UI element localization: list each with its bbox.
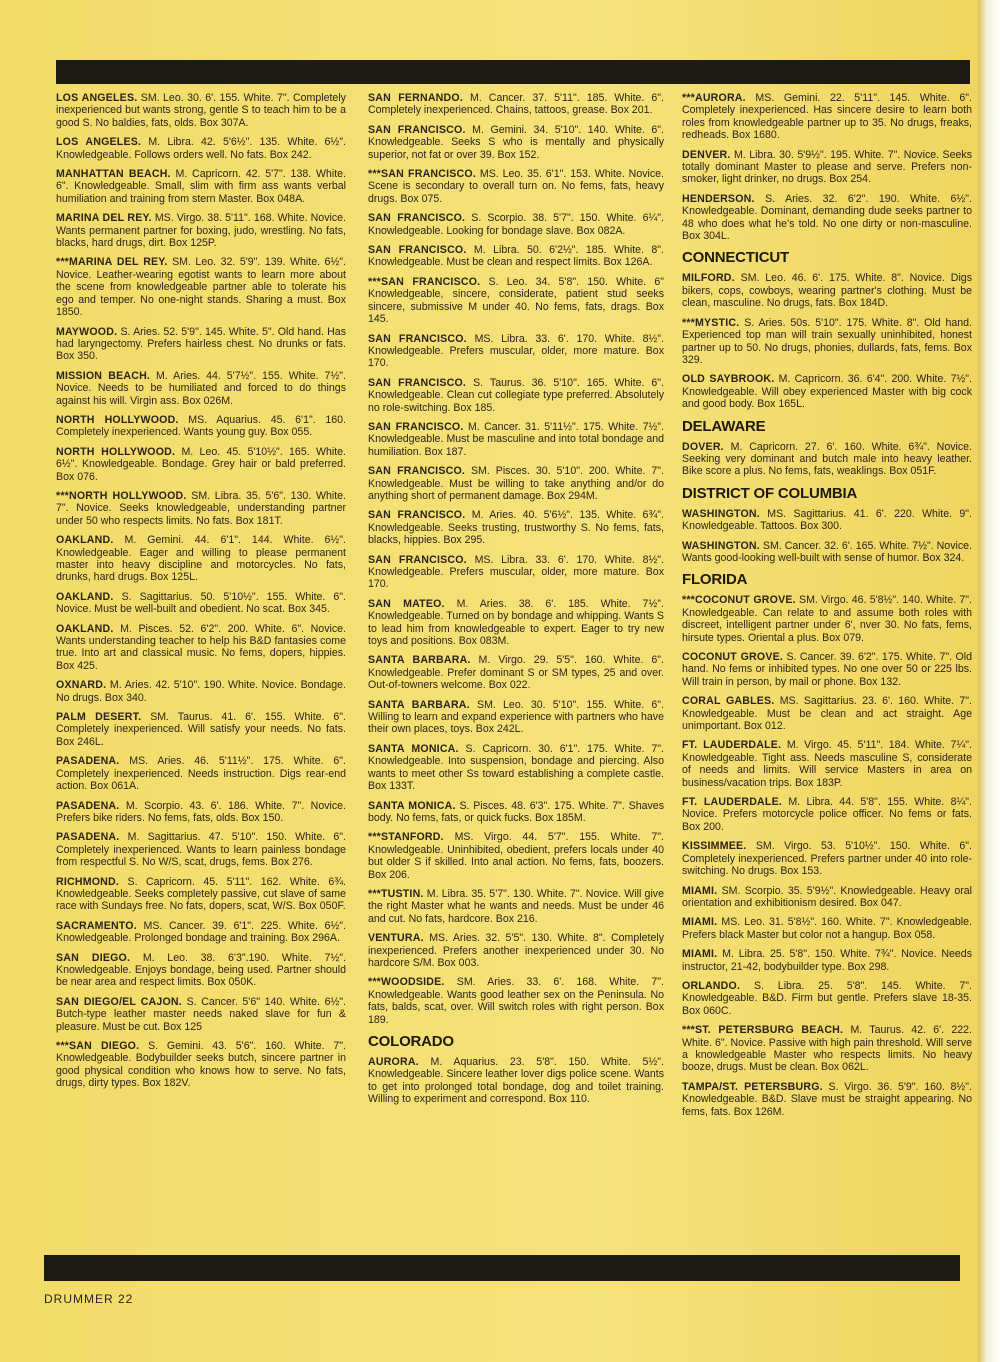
classified-ad bbox=[56, 446, 346, 483]
ad-location: HENDERSON. bbox=[682, 192, 755, 205]
classified-ad bbox=[368, 509, 664, 546]
classified-ad bbox=[56, 831, 346, 868]
ad-text: MS. Aries. 46. 5'11½". 175. White. 6". Completely inexperienced. Needs instruction. Digs rear-end action. Box 061A. bbox=[56, 755, 346, 793]
ad-location: PALM DESERT. bbox=[56, 711, 142, 724]
ad-location: MIAMI. bbox=[682, 948, 718, 961]
classified-ad bbox=[56, 326, 346, 363]
ad-location: COCONUT GROVE. bbox=[682, 651, 783, 663]
column-3 bbox=[682, 92, 972, 1125]
ad-text: M. Aquarius. 23. 5'8". 150. White. 5½". Knowledgeable. Sincere leather lover digs police scene. Wants to get into prolonged total bondage, dog and toilet training. Willing to experiment and correspond. Box 110. bbox=[368, 1056, 664, 1106]
classified-ad bbox=[682, 272, 972, 309]
ad-text: M. Capricorn. 42. 5'7". 138. White. 6". Knowledgeable. Small, slim with firm ass wants verbal humiliation and training from stern Master. Box 048A. bbox=[56, 168, 346, 205]
ad-text: M. Cancer. 31. 5'11½". 175. White. 7½". Knowledgeable. Must be masculine and into total bondage and humiliation. Box 187. bbox=[368, 420, 664, 458]
page-edge bbox=[978, 0, 1000, 1362]
ad-text: M. Leo. 45. 5'10½". 165. White. 6½". Knowledgeable. Bondage. Grey hair or bald preferred. Box 076. bbox=[56, 445, 346, 483]
classified-ad bbox=[682, 317, 972, 367]
ad-location: ***STANFORD. bbox=[368, 831, 444, 844]
ad-location: SAN FRANCISCO. bbox=[368, 553, 467, 566]
classified-ad bbox=[682, 594, 972, 644]
classified-ad bbox=[56, 920, 346, 945]
ad-text: M. Leo. 38. 6'3".190. White. 7½". Knowledgeable. Enjoys bondage, being used. Partner should be near area and respect limits. Box 050K. bbox=[56, 951, 346, 989]
state-heading: CONNECTICUT bbox=[682, 249, 789, 267]
ad-text: M. Aries. 44. 5'7½". 155. White. 7½". Novice. Needs to be humiliated and forced to do things against his will. Virgin ass. Box 026M. bbox=[56, 369, 346, 407]
classified-ad bbox=[682, 193, 972, 243]
ad-text: SM. Libra. 35. 5'6". 130. White. 7". Novice. Seeks knowledgeable, understanding partner under 50 who respects limits. No fats. Box 181T. bbox=[56, 489, 346, 527]
state-heading: DISTRICT OF COLUMBIA bbox=[682, 484, 858, 502]
ad-location: CORAL GABLES. bbox=[682, 695, 775, 708]
ad-location: ***SAN FRANCISCO. bbox=[368, 168, 476, 181]
ad-location: OAKLAND. bbox=[56, 534, 114, 547]
classified-ad bbox=[368, 743, 664, 793]
classified-ad bbox=[56, 876, 346, 913]
state-heading: COLORADO bbox=[368, 1033, 454, 1050]
classified-ad bbox=[368, 831, 664, 881]
ad-text: SM. Aries. 33. 6'. 168. White. 7". Knowledgeable. Wants good leather sex on the Peninsula. No fats, balds, scat, over. Will switch roles with right person. Box 189. bbox=[368, 976, 664, 1026]
ad-location: DENVER. bbox=[682, 148, 731, 161]
ad-text: MS. Virgo. 44. 5'7". 155. White. 7". Knowledgeable. Uninhibited, obedient, prefers locals under 40 but older S if skilled. Into anal action. No fems, fats, boozers. Box 206. bbox=[368, 831, 664, 881]
classified-ad bbox=[56, 534, 346, 584]
ad-text: SM. Virgo. 46. 5'8½". 140. White. 7". Knowledgeable. Can relate to and assume both roles with discreet, intelligent partner under 6', nver 30. No fats, fems, hirsute types. Oriental a plus. Box 079. bbox=[682, 594, 972, 644]
ad-text: MS. Sagittarius. 41. 6'. 220. White. 9". Knowledgeable. Tattoos. Box 300. bbox=[682, 507, 972, 533]
ad-text: S. Aries. 32. 6'2". 190. White. 6½". Knowledgeable. Dominant, demanding dude seeks partner to 48 who does what he's told. No one dirty or non-masculine. Box 304L. bbox=[682, 192, 972, 243]
classified-ad bbox=[682, 92, 972, 142]
ad-text: MS. Leo. 31. 5'8½". 160. White. 7". Knowledgeable. Prefers black Master but color not a hangup. Box 058. bbox=[682, 916, 972, 941]
ad-text: S. Aries. 52. 5'9". 145. White. 5". Old hand. Has had laryngectomy. Prefers hairless chest. No drunks or fats. Box 350. bbox=[56, 325, 346, 363]
ad-text: SM. Pisces. 30. 5'10". 200. White. 7". Knowledgeable. Must be willing to take anything and/or do anything short of permanent damage. Box 294M. bbox=[368, 465, 664, 502]
ad-text: MS. Cancer. 39. 6'1". 225. White. 6½". Knowledgeable. Prolonged bondage and training. Box 296A. bbox=[56, 919, 346, 945]
ad-location: PASADENA. bbox=[56, 799, 120, 812]
ad-location: OLD SAYBROOK. bbox=[682, 373, 775, 386]
ad-location: ***SAN FRANCISCO. bbox=[368, 275, 481, 288]
ad-location: MARINA DEL REY. bbox=[56, 212, 152, 225]
ad-location: ***ST. PETERSBURG BEACH. bbox=[682, 1024, 844, 1037]
classified-ad bbox=[56, 212, 346, 249]
classified-ad bbox=[368, 932, 664, 969]
classified-ad bbox=[368, 168, 664, 205]
classified-ad bbox=[368, 421, 664, 458]
ad-text: S. Libra. 25. 5'8". 145. White. 7". Knowledgeable. B&D. Firm but gentle. Prefers slave 18-35. Box 060C. bbox=[682, 979, 972, 1017]
ad-text: S. Capricorn. 45. 5'11". 162. White. 6¾. Knowledgeable. Seeks completely passive, cut slave of same race with Sundays free. No fats, dopers, scat, W/S. Box 050F. bbox=[56, 875, 346, 913]
ad-location: SACRAMENTO. bbox=[56, 919, 137, 932]
classified-ad bbox=[56, 623, 346, 673]
classified-ad bbox=[368, 333, 664, 370]
ad-location: ***TUSTIN. bbox=[368, 887, 424, 900]
ad-location: SANTA BARBARA. bbox=[368, 654, 471, 667]
state-heading: FLORIDA bbox=[682, 571, 748, 589]
classified-ad bbox=[368, 888, 664, 925]
classified-ad bbox=[56, 490, 346, 527]
ad-text: M. Sagittarius. 47. 5'10". 150. White. 6". Completely inexperienced. Wants to learn painless bondage from respectful S. No W/S, scat, drugs, fems. Box 276. bbox=[56, 831, 346, 869]
ad-location: SANTA MONICA. bbox=[368, 742, 459, 755]
ad-location: ***WOODSIDE. bbox=[368, 976, 445, 989]
ad-text: S. Sagittarius. 50. 5'10½". 155. White. 6". Novice. Must be well-built and obedient. No scat. Box 345. bbox=[56, 590, 346, 616]
ad-text: SM. Leo. 30. 6'. 155. White. 7". Completely inexperienced but wants strong, gentle S to teach him to be a good S. No baldies, fats, olds. Box 307A. bbox=[56, 92, 346, 129]
ad-text: M. Aries. 40. 5'6½". 135. White. 6¾". Knowledgeable. Seeks trusting, trustworthy S. No fems, fats, blacks, hippies. Box 295. bbox=[368, 509, 664, 547]
ad-text: M. Libra. 50. 6'2½". 185. White. 8". Knowledgeable. Must be clean and respect limits. Box 126A. bbox=[368, 244, 664, 269]
classified-ad bbox=[682, 540, 972, 565]
classified-ad bbox=[368, 976, 664, 1026]
classified-ad bbox=[682, 441, 972, 478]
ad-location: TAMPA/ST. PETERSBURG. bbox=[682, 1080, 823, 1093]
classified-ad bbox=[56, 414, 346, 439]
ad-location: OXNARD. bbox=[56, 679, 107, 692]
classified-ad bbox=[682, 796, 972, 833]
classified-ad bbox=[682, 739, 972, 789]
ad-text: M. Capricorn. 36. 6'4". 200. White. 7½". Knowledgeable. Will obey experienced Master with big cock and good body. Box 165L. bbox=[682, 373, 973, 411]
ad-location: OAKLAND. bbox=[56, 622, 114, 635]
ad-location: LOS ANGELES. bbox=[56, 136, 142, 149]
ad-location: NORTH HOLLYWOOD. bbox=[56, 445, 176, 458]
ad-text: SM. Virgo. 53. 5'10½". 150. White. 6". Completely inexperienced. Prefers partner under 40 into role-switching. No drugs. Box 153. bbox=[682, 840, 972, 878]
ad-location: MANHATTAN BEACH. bbox=[56, 168, 171, 181]
ad-location: PASADENA. bbox=[56, 755, 120, 768]
ad-text: M. Libra. 30. 5'9½". 195. White. 7". Novice. Seeks totally dominant Master to please and serve. Prefers non-smoker, light drinker, no drugs. Box 254. bbox=[682, 148, 972, 186]
ad-text: SM. Leo. 32. 5'9". 139. White. 6½". Novice. Leather-wearing egotist wants to learn more about the scene from knowledgeable partner able to tolerate his ego and temper. No one-night stands. Sharing a must. Box 1850. bbox=[56, 256, 346, 319]
classified-ad bbox=[682, 1024, 972, 1074]
ad-location: ***MARINA DEL REY. bbox=[56, 256, 168, 269]
classified-ad bbox=[56, 755, 346, 792]
ad-text: M. Aries. 42. 5'10". 190. White. Novice. Bondage. No drugs. Box 340. bbox=[56, 679, 346, 704]
ad-location: SAN FRANCISCO. bbox=[368, 212, 466, 225]
classified-ad bbox=[56, 370, 346, 407]
ad-location: SAN FRANCISCO. bbox=[368, 509, 466, 522]
ad-location: MIAMI. bbox=[682, 884, 718, 897]
ad-location: KISSIMMEE. bbox=[682, 840, 747, 853]
ad-location: LOS ANGELES. bbox=[56, 92, 138, 104]
ad-location: DOVER. bbox=[682, 440, 724, 453]
ad-text: M. Libra. 42. 5'6½". 135. White. 6½". Knowledgeable. Follows orders well. No fats. Box 242. bbox=[56, 136, 346, 161]
classified-ad bbox=[368, 654, 664, 691]
ad-text: MS. Gemini. 22. 5'11". 145. White. 6". Completely inexperienced. Has sincere desire to learn both roles from knowledgeable partner up to 35. No drugs, freaks, redheads. Box 1680. bbox=[682, 92, 972, 142]
classified-ad bbox=[56, 136, 346, 161]
ad-text: S. Cancer. 5'6" 140. White. 6½". Butch-type leather master needs naked slave for fun & pleasure. Must be cut. Box 125 bbox=[56, 995, 347, 1033]
classified-ad bbox=[682, 651, 972, 688]
ad-text: SM. Taurus. 41. 6'. 155. White. 6". Completely inexperienced. Will satisfy your needs. No fats. Box 246L. bbox=[56, 711, 346, 748]
ad-location: SAN FRANCISCO. bbox=[368, 376, 467, 389]
ad-location: FT. LAUDERDALE. bbox=[682, 796, 782, 809]
ad-text: M. Virgo. 29. 5'5". 160. White. 6". Knowledgeable. Prefer dominant S or SM types, 25 and over. Out-of-towners welcome. Box 022. bbox=[368, 654, 664, 692]
ad-location: FT. LAUDERDALE. bbox=[682, 739, 782, 752]
classified-ad bbox=[368, 124, 664, 161]
classified-ad bbox=[682, 149, 972, 186]
classified-ad bbox=[682, 840, 972, 877]
classified-ad bbox=[56, 591, 346, 616]
ad-text: MS. Aquarius. 45. 6'1". 160. Completely inexperienced. Wants young guy. Box 055. bbox=[56, 413, 346, 439]
ad-text: MS. Aries. 32. 5'5". 130. White. 8". Completely inexperienced. Prefers another inexperienced under 30. No hardcore S/M. Box 003. bbox=[368, 932, 664, 969]
ad-text: M. Virgo. 45. 5'11". 184. White. 7¼". Knowledgeable. Tight ass. Needs masculine S, considerate of needs and limits. Will service Masters in area on business/vacation trips. Box 183P. bbox=[682, 739, 972, 789]
ad-location: WASHINGTON. bbox=[682, 539, 760, 552]
classified-ad bbox=[56, 168, 346, 205]
ad-location: SAN MATEO. bbox=[368, 597, 445, 610]
classified-ad bbox=[368, 212, 664, 237]
ad-text: M. Capricorn. 27. 6'. 160. White. 6¾". Novice. Seeking very dominant and butch male into heavy leather. Bike score a plus. No fems, fats, weaklings. Box 051F. bbox=[682, 440, 972, 478]
classified-ad bbox=[56, 711, 346, 748]
ad-location: SAN FRANCISCO. bbox=[368, 244, 467, 257]
ad-text: M. Libra. 25. 5'8". 150. White. 7¾". Novice. Needs instructor, 21-42, bodybuilder type. Box 298. bbox=[682, 948, 972, 973]
ad-location: SAN DIEGO. bbox=[56, 951, 131, 964]
ad-text: M. Gemini. 44. 6'1". 144. White. 6½". Knowledgeable. Eager and willing to please permanent master into heavy discipline and motorcycles. No fats, drunks, hard drugs. Box 125L. bbox=[56, 534, 346, 584]
ad-text: M. Pisces. 52. 6'2". 200. White. 6". Novice. Wants understanding teacher to help his B&D fantasies come true. Into art and classical music. No fems, dopers, hippies. Box 425. bbox=[56, 622, 346, 672]
ad-text: M. Aries. 38. 6'. 185. White. 7½". Knowledgeable. Turned on by bondage and whipping. Wants S to lead him from knowledgeable to expert. Eager to try new toys and positions. Box 083M. bbox=[368, 597, 664, 648]
ad-text: S. Pisces. 48. 6'3". 175. White. 7". Shaves body. No fems, fats, or quick fucks. Box 185M. bbox=[368, 799, 664, 824]
ad-location: AURORA. bbox=[368, 1056, 419, 1068]
ad-location: ***COCONUT GROVE. bbox=[682, 594, 796, 607]
classified-ad bbox=[682, 948, 972, 973]
classified-ad bbox=[368, 244, 664, 269]
classified-ad bbox=[682, 885, 972, 910]
ad-text: S. Virgo. 36. 5'9". 160. 8½". Knowledgeable. B&D. Slave must be straight appearing. No fems, fats. Box 126M. bbox=[682, 1080, 972, 1118]
classified-ad bbox=[56, 800, 346, 825]
ad-location: SANTA MONICA. bbox=[368, 799, 456, 812]
bottom-black-bar bbox=[44, 1255, 960, 1281]
ad-location: WASHINGTON. bbox=[682, 507, 760, 520]
ad-location: SANTA BARBARA. bbox=[368, 698, 470, 711]
ad-location: NORTH HOLLYWOOD. bbox=[56, 413, 179, 426]
ad-text: S. Scorpio. 38. 5'7". 150. White. 6¼". Knowledgeable. Looking for bondage slave. Box 082A. bbox=[368, 212, 665, 237]
classified-ad bbox=[56, 679, 346, 704]
ad-text: MS. Leo. 35. 6'1". 153. White. Novice. Scene is secondary to overall turn on. No fems, fats, heavy drugs. Box 075. bbox=[368, 168, 664, 205]
ad-text: S. Cancer. 39. 6'2". 175. White. 7". Old hand. No fems or inhibited types. No one over 50 or 225 lbs. Will train in person, by mail or phone. Box 132. bbox=[682, 651, 972, 688]
ad-location: SAN FRANCISCO. bbox=[368, 465, 466, 478]
classified-ad bbox=[56, 1040, 346, 1090]
ad-location: SAN FERNANDO. bbox=[368, 92, 463, 104]
ad-text: SM. Scorpio. 35. 5'9½". Knowledgeable. Heavy oral orientation and exhibitionism desired. Box 047. bbox=[682, 884, 972, 909]
ad-text: MS. Virgo. 38. 5'11". 168. White. Novice. Wants permanent partner for boxing, judo, wrestling. No fats, blacks, hard drugs, dirt. Box 125P. bbox=[56, 212, 346, 250]
ad-location: RICHMOND. bbox=[56, 875, 120, 888]
ad-text: SM. Cancer. 32. 6'. 165. White. 7½". Novice. Wants good-looking well-built with sense of humor. Box 324. bbox=[682, 539, 972, 564]
classified-ad bbox=[682, 916, 972, 941]
ad-text: M. Scorpio. 43. 6'. 186. White. 7". Novice. Prefers bike riders. No fems, fats, olds. Box 150. bbox=[56, 799, 346, 824]
ad-location: SAN FRANCISCO. bbox=[368, 332, 467, 345]
page-footer: DRUMMER 22 bbox=[44, 1292, 134, 1306]
classified-ad bbox=[368, 276, 664, 326]
classified-ad bbox=[682, 1081, 972, 1118]
ad-location: MIAMI. bbox=[682, 916, 718, 929]
ad-location: PASADENA. bbox=[56, 831, 120, 844]
ad-location: SAN DIEGO/EL CAJON. bbox=[56, 995, 182, 1008]
column-2 bbox=[368, 92, 664, 1113]
ad-text: M. Gemini. 34. 5'10". 140. White. 6". Knowledgeable. Seeks S who is mentally and physically superior, not fat or over 39. Box 152. bbox=[368, 123, 665, 161]
ad-text: M. Cancer. 37. 5'11". 185. White. 6". Completely inexperienced. Chains, tattoos, grease. Box 201. bbox=[368, 92, 664, 117]
classified-ad bbox=[56, 92, 346, 129]
classified-ad bbox=[368, 699, 664, 736]
ad-text: MS. Libra. 33. 6'. 170. White. 8½". Knowledgeable. Prefers muscular, older, more mature. Box 170. bbox=[368, 332, 664, 370]
classified-ad bbox=[682, 508, 972, 533]
classified-ad bbox=[368, 92, 664, 117]
ad-text: S. Leo. 34. 5'8". 150. White. 6" Knowledgeable, sincere, considerate, patient stud seeks sincere, submissive M under 40. No fems, fats, drags. Box 145. bbox=[368, 275, 664, 326]
column-1 bbox=[56, 92, 346, 1097]
ad-text: M. Libra. 35. 5'7". 130. White. 7". Novice. Will give the right Master what he wants and needs. Must be under 46 and cut. No fats, hardcore. Box 216. bbox=[368, 887, 664, 925]
ad-location: MAYWOOD. bbox=[56, 325, 118, 338]
ad-text: MS. Libra. 33. 6'. 170. White. 8½". Knowledgeable. Prefers muscular, older, more mature. Box 170. bbox=[368, 553, 664, 591]
ad-location: ORLANDO. bbox=[682, 979, 741, 992]
ad-location: VENTURA. bbox=[368, 932, 424, 945]
ad-text: S. Capricorn. 30. 6'1". 175. White. 7". Knowledgeable. Into suspension, bondage and piercing. Also wants to meet other Ss toward establishing a complete castle. Box 133T. bbox=[368, 742, 664, 793]
ad-location: OAKLAND. bbox=[56, 590, 114, 603]
classified-ad bbox=[368, 554, 664, 591]
classified-ad bbox=[368, 598, 664, 648]
ad-location: ***MYSTIC. bbox=[682, 316, 740, 329]
ad-text: MS. Sagittarius. 23. 6'. 160. White. 7". Knowledgeable. Must be clean and act straight. Age unimportant. Box 012. bbox=[682, 695, 972, 733]
classified-ad bbox=[56, 996, 346, 1033]
classified-ad bbox=[368, 800, 664, 825]
top-black-bar bbox=[56, 60, 970, 84]
ad-text: S. Taurus. 36. 5'10". 165. White. 6". Knowledgeable. Clean cut collegiate type preferred. Absolutely no role-switching. Box 185. bbox=[368, 376, 664, 414]
ad-text: S. Aries. 50s. 5'10". 175. White. 8". Old hand. Experienced top man will train sexually uninhibited, honest partner up to 50. No drugs, phonies, dullards, fats, fems. Box 329. bbox=[682, 316, 972, 366]
classified-ad bbox=[682, 695, 972, 732]
classified-ad bbox=[368, 1056, 664, 1106]
ad-location: ***SAN DIEGO. bbox=[56, 1040, 140, 1052]
ad-text: SM. Leo. 30. 5'10". 155. White. 6". Willing to learn and expand experience with partners who have their own places, toys. Box 242L. bbox=[368, 698, 664, 736]
classified-ad bbox=[682, 373, 972, 410]
classified-ad bbox=[368, 465, 664, 502]
ad-text: SM. Leo. 46. 6'. 175. White. 8". Novice. Digs bikers, cops, cowboys, wearing partner's clothing. Must be clean, masculine. No drugs, fats. Box 184D. bbox=[682, 272, 972, 310]
ad-location: SAN FRANCISCO. bbox=[368, 123, 466, 136]
ad-location: MILFORD. bbox=[682, 272, 735, 285]
ad-location: MISSION BEACH. bbox=[56, 369, 151, 382]
state-heading: DELAWARE bbox=[682, 417, 766, 435]
ad-location: ***AURORA. bbox=[682, 92, 746, 104]
ad-text: M. Taurus. 42. 6'. 222. White. 6". Novice. Passive with high pain threshold. Will serve a knowledgeable Master who respects limits. No heavy booze, drugs. Must be clean. Box 062L. bbox=[682, 1024, 972, 1074]
ad-location: ***NORTH HOLLYWOOD. bbox=[56, 489, 187, 502]
ad-text: S. Gemini. 43. 5'6". 160. White. 7". Knowledgeable. Bodybuilder seeks butch, sincere partner in good physical condition who knows how to serve. No fats, drugs, dirty types. Box 182V. bbox=[56, 1040, 346, 1090]
classified-ad bbox=[56, 952, 346, 989]
ad-text: M. Libra. 44. 5'8". 155. White. 8¼". Novice. Prefers motorcycle police officer. No fems or fats. Box 200. bbox=[682, 796, 972, 833]
classified-ad bbox=[682, 980, 972, 1017]
ad-location: SAN FRANCISCO. bbox=[368, 420, 464, 433]
classified-ad bbox=[368, 377, 664, 414]
classified-ad bbox=[56, 256, 346, 318]
